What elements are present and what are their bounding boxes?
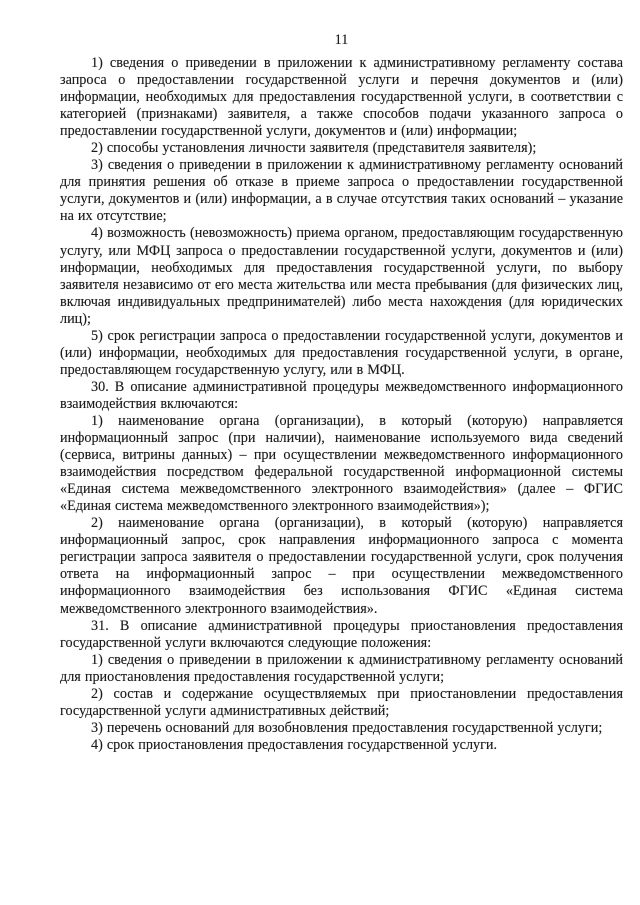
paragraph-item-3: 3) сведения о приведении в приложении к административному регламенту оснований для принятия решения об отказе в приеме запроса о предоставлении государственной услуги, документов и (или) информации, а в случае отсутствия таких оснований – указание на их отсутствие; bbox=[60, 157, 623, 225]
paragraph-clause-31: 31. В описание административной процедуры приостановления предоставления государственной услуги включаются следующие положения: bbox=[60, 617, 623, 651]
paragraph-clause-31-4: 4) срок приостановления предоставления государственной услуги. bbox=[91, 736, 498, 753]
paragraph-clause-30-1: 1) наименование органа (организации), в который (которую) направляется информационный запрос (при наличии), наименование используемого вида сведений (сервиса, витрины данных) – при осуществлении межведомственного информационного взаимодействия посредством федеральной государственной информационной системы «Единая система межведомственного электронного взаимодействия» (далее – ФГИС «Единая система межведомственного электронного взаимодействия»); bbox=[60, 412, 623, 515]
paragraph-clause-30-2: 2) наименование органа (организации), в который (которую) направляется информационный запрос, срок направления информационного запроса с момента регистрации запроса заявителя о предоставлении государственной услуги, срок получения ответа на информационный запрос – при осуществлении межведомственного информационного взаимодействия без использования ФГИС «Единая система межведомственного электронного взаимодействия». bbox=[60, 515, 623, 617]
paragraph-clause-30: 30. В описание административной процедуры межведомственного информационного взаимодействия включаются: bbox=[60, 378, 623, 412]
paragraph-clause-31-1: 1) сведения о приведении в приложении к административному регламенту оснований для приостановления предоставления государственной услуги; bbox=[60, 651, 623, 685]
paragraph-clause-31-2: 2) состав и содержание осуществляемых при приостановлении предоставления государственной услуги административных действий; bbox=[60, 685, 623, 719]
paragraph-item-2: 2) способы установления личности заявителя (представителя заявителя); bbox=[91, 140, 537, 157]
paragraph-item-4: 4) возможность (невозможность) приема органом, предоставляющим государственную услугу, или МФЦ запроса о предоставлении государственной услуги, документов и (или) информации, необходимых для предоставления государственной услуги, по выбору заявителя независимо от его места жительства или места пребывания (для физических лиц, включая индивидуальных предпринимателей) либо места нахождения (для юридических лиц); bbox=[60, 225, 623, 327]
paragraph-item-1: 1) сведения о приведении в приложении к административному регламенту состава запроса о предоставлении государственной услуги и перечня документов и (или) информации, необходимых для предоставления государственной услуги, в соответствии с категорией (признаками) заявителя, а также способов подачи указанного запроса о предоставлении государственной услуги, документов и (или) информации; bbox=[60, 55, 623, 140]
paragraph-clause-31-3: 3) перечень оснований для возобновления предоставления государственной услуги; bbox=[91, 719, 603, 736]
document-body bbox=[60, 55, 623, 754]
page-number: 11 bbox=[334, 32, 349, 48]
paragraph-item-5: 5) срок регистрации запроса о предоставлении государственной услуги, документов и (или) информации, необходимых для предоставления государственной услуги, в органе, предоставляющем государственную услугу, или в МФЦ. bbox=[60, 327, 623, 378]
